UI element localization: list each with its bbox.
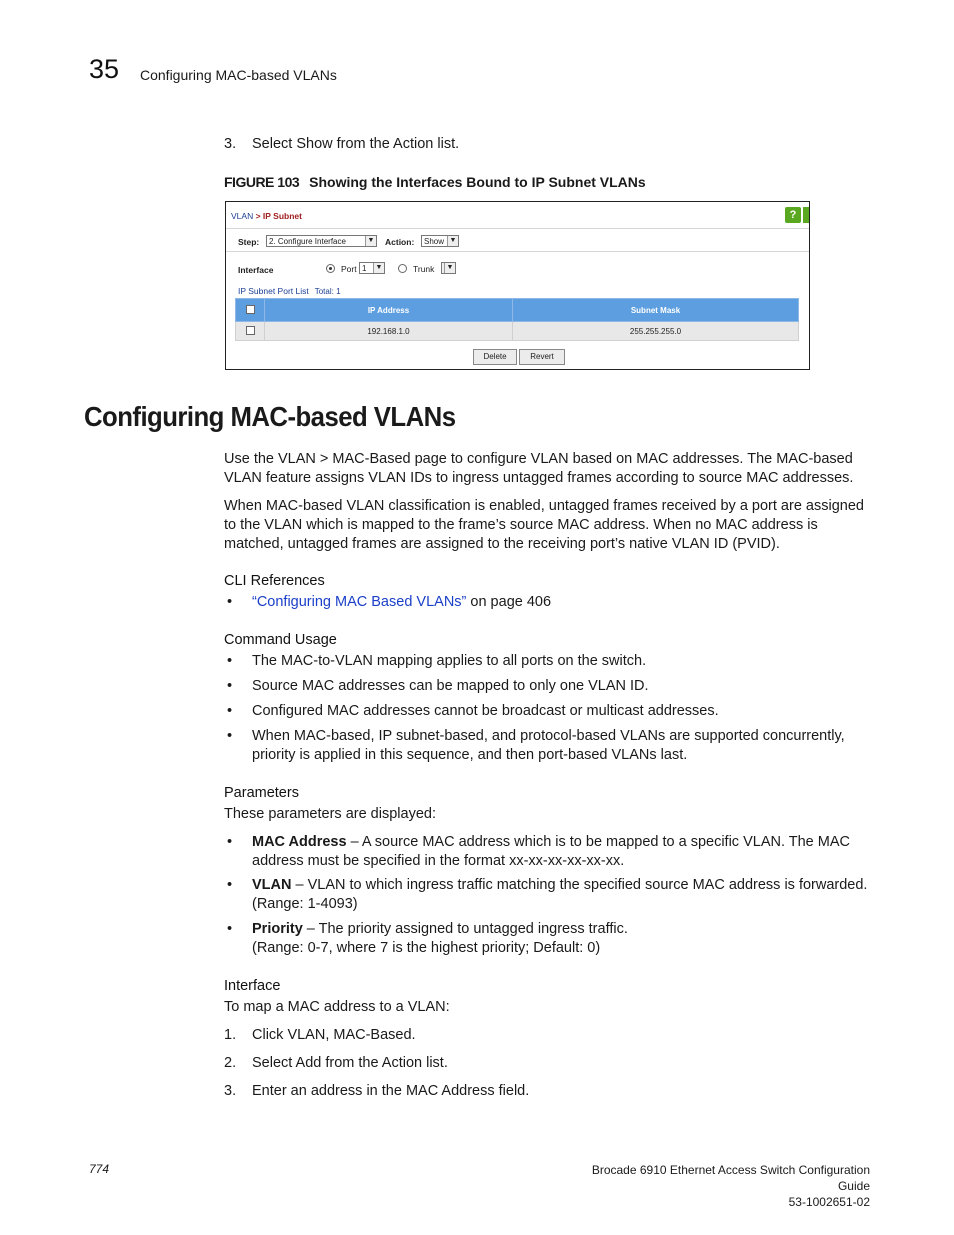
interface-heading: Interface [224,978,281,994]
action-label: Action: [385,237,415,247]
procedure-step [224,1082,529,1101]
procedure-step [224,1026,416,1045]
chapter-title: Configuring MAC-based VLANs [140,67,337,83]
list-header [238,286,341,296]
breadcrumb-ip-subnet: IP Subnet [262,211,302,221]
param-name: Priority [252,921,303,937]
bullet-icon: • [227,594,233,610]
document-number: 53-1002651-02 [788,1195,870,1209]
breadcrumb [231,211,302,221]
bullet-icon: • [227,921,233,937]
book-title: Brocade 6910 Ethernet Access Switch Configuration Guide [591,1163,870,1193]
command-usage-heading: Command Usage [224,632,337,648]
list-total: Total: 1 [314,287,341,296]
param-desc: – The priority assigned to untagged ingress traffic. (Range: 0-7, where 7 is the highest priority; Default: 0) [252,921,628,956]
step-number: 3. [224,136,237,152]
breadcrumb-separator: > [253,211,263,221]
trunk-label: Trunk [413,264,435,274]
chevron-down-icon: ▼ [447,236,458,246]
usage-text: The MAC-to-VLAN mapping applies to all ports on the switch. [252,653,647,669]
select-all-checkbox[interactable] [246,305,255,314]
step-label: Step: [238,237,260,247]
step-number: 3. [224,1083,237,1099]
ip-address-cell: 192.168.1.0 [265,322,513,341]
subnet-mask-cell: 255.255.255.0 [513,322,799,341]
figure-caption [224,173,646,191]
step-select[interactable] [266,235,377,247]
column-header-mask: Subnet Mask [513,299,799,322]
usage-text: Source MAC addresses can be mapped to only one VLAN ID. [252,678,649,694]
select-all-cell [236,299,265,322]
bullet-icon: • [227,877,233,893]
list-item [224,702,874,721]
page-number: 774 [89,1162,110,1176]
action-select[interactable] [421,235,459,247]
step-number: 2. [224,1055,237,1071]
usage-text: When MAC-based, IP subnet-based, and protocol-based VLANs are supported concurrently, priority is applied in this sequence, and then port-based VLANs last. [252,728,845,763]
step-select-value: 2. Configure Interface [269,237,346,246]
list-title: IP Subnet Port List [238,286,309,296]
list-item [224,727,874,765]
row-checkbox[interactable] [246,326,255,335]
param-name: VLAN [252,877,292,893]
port-label: Port [341,264,357,274]
figure-title: Showing the Interfaces Bound to IP Subnet VLANs [309,174,646,190]
cli-references-heading: CLI References [224,573,325,589]
list-item [224,876,874,914]
table-row [236,322,799,341]
param-desc: – A source MAC address which is to be mapped to a specific VLAN. The MAC address must be specified in the format xx-xx-xx-xx-xx-xx. [252,834,850,869]
parameters-heading: Parameters [224,785,299,801]
list-item [224,920,644,958]
chevron-down-icon: ▼ [444,263,455,273]
usage-text: Configured MAC addresses cannot be broadcast or multicast addresses. [252,703,719,719]
extra-icon[interactable] [803,207,809,223]
figure-label: FIGURE 103 [224,174,300,190]
bullet-icon: • [227,653,233,669]
bullet-icon: • [227,728,233,744]
port-select-value: 1 [362,264,367,273]
step-text: Select Add from the Action list. [252,1055,448,1071]
cli-reference-link[interactable]: “Configuring MAC Based VLANs” [252,594,467,610]
chevron-down-icon: ▼ [373,263,384,273]
interface-label: Interface [238,265,274,275]
cli-reference-page: on page 406 [466,594,552,610]
port-select[interactable] [359,262,385,274]
action-select-value: Show [424,237,445,246]
list-item [224,833,874,871]
parameters-intro: These parameters are displayed: [224,806,436,822]
param-desc: – VLAN to which ingress traffic matching the specified source MAC address is forwarded. (Range: 1-4093) [252,877,868,912]
table-header-row [236,299,799,322]
chapter-number: 35 [89,54,120,84]
divider [226,251,809,252]
paragraph-intro: Use the VLAN > MAC-Based page to configure VLAN based on MAC addresses. The MAC-based VLAN feature assigns VLAN IDs to ingress untagged frames according to source MAC addresses. [224,451,854,486]
ip-subnet-table [235,298,799,341]
list-item [224,652,874,671]
bullet-icon: • [227,678,233,694]
delete-button[interactable]: Delete [473,349,517,365]
chevron-down-icon: ▼ [365,236,376,246]
breadcrumb-vlan[interactable]: VLAN [231,211,254,221]
step-text: Enter an address in the MAC Address field. [252,1083,530,1099]
row-select-cell [236,322,265,341]
bullet-icon: • [227,834,233,850]
param-name: MAC Address [252,834,347,850]
step-text: Select Show from the Action list. [252,136,460,152]
column-header-ip: IP Address [265,299,513,322]
trunk-select[interactable] [441,262,456,274]
trunk-radio[interactable] [398,264,407,273]
help-icon[interactable]: ? [785,207,801,223]
bullet-icon: • [227,703,233,719]
section-heading: Configuring MAC-based VLANs [84,401,456,432]
footer-book-info [560,1162,870,1210]
intro-step [224,135,459,154]
ip-subnet-screenshot [225,201,810,370]
step-text: Click VLAN, MAC-Based. [252,1027,416,1043]
list-item [224,677,874,696]
cli-reference-item [224,593,874,612]
port-radio[interactable] [326,264,335,273]
paragraph-classification: When MAC-based VLAN classification is enabled, untagged frames received by a port are assigned to the VLAN which is mapped to the frame’s source MAC address. When no MAC address is matched, untagged frames are assigned to the receiving port’s native VLAN ID (PVID). [224,498,864,552]
panel-topbar [226,202,809,229]
revert-button[interactable]: Revert [519,349,565,365]
step-number: 1. [224,1027,237,1043]
interface-intro: To map a MAC address to a VLAN: [224,999,450,1015]
procedure-step [224,1054,448,1073]
